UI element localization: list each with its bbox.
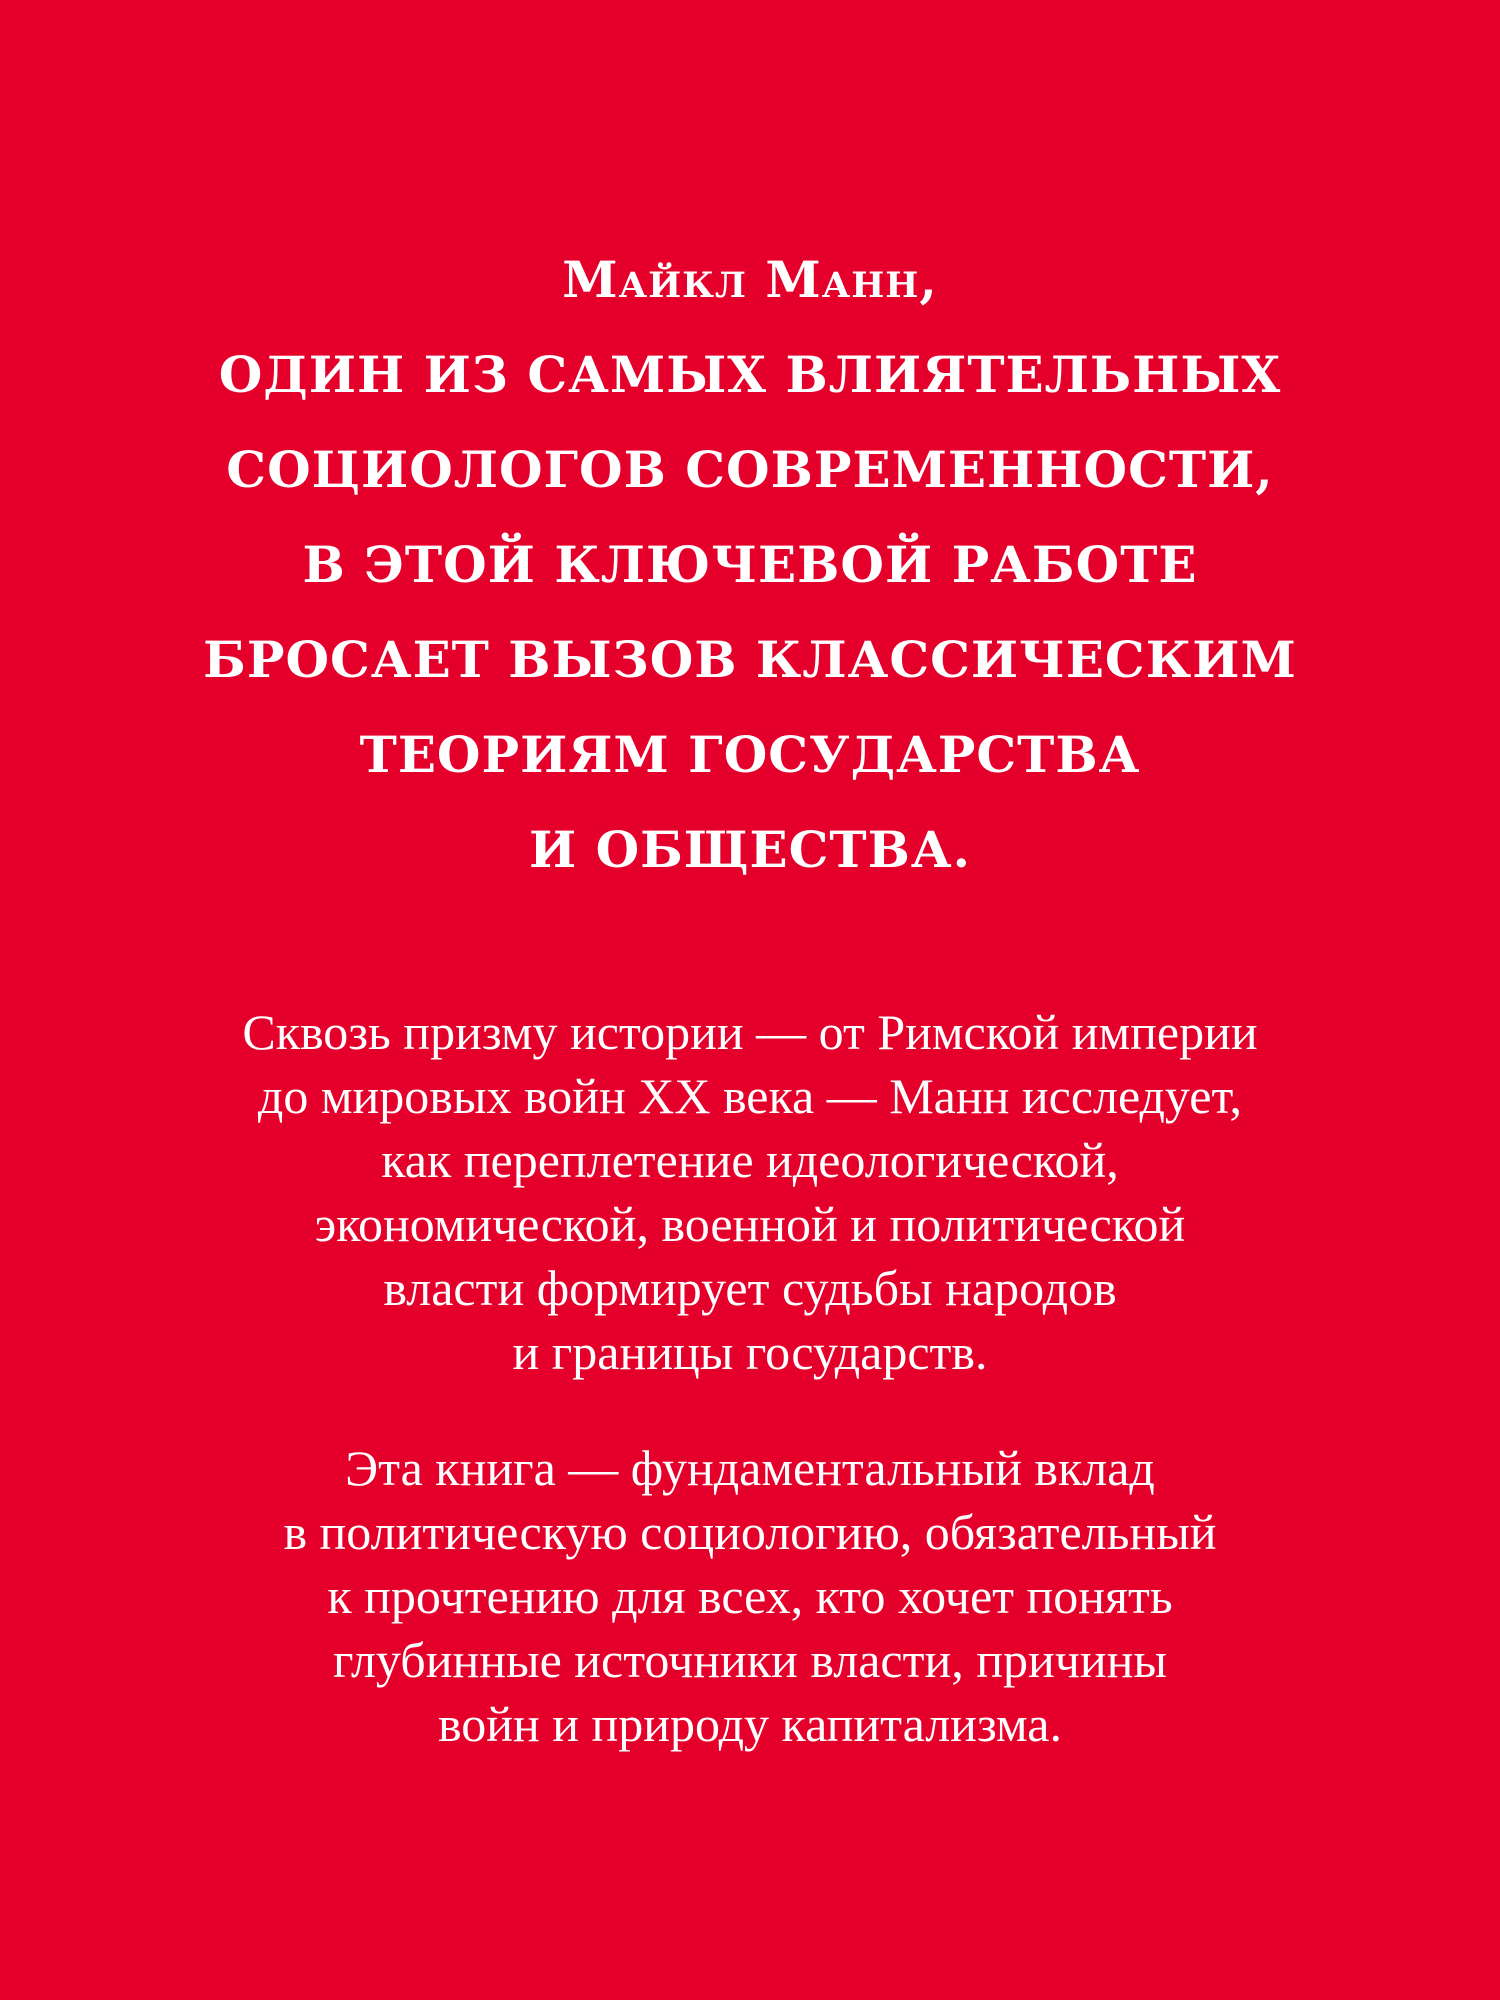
headline-line: И ОБЩЕСТВА. (528, 820, 972, 879)
headline-line: БРОСАЕТ ВЫЗОВ КЛАССИЧЕСКИМ (203, 630, 1297, 689)
paragraph-line: и границы государств. (512, 1324, 988, 1380)
paragraph-line: власти формирует судьбы народов (383, 1260, 1117, 1316)
paragraph-line: войн и природу капитализма. (438, 1696, 1062, 1752)
headline (0, 232, 1500, 897)
headline-line: СОЦИОЛОГОВ СОВРЕМЕННОСТИ, (226, 440, 1274, 499)
paragraph-line: Эта книга — фундаментальный вклад (345, 1440, 1155, 1496)
paragraph-line: Сквозь призму истории — от Римской империи (242, 1004, 1258, 1060)
paragraph-line: в политическую социологию, обязательный (283, 1504, 1217, 1560)
headline-line: ТЕОРИЯМ ГОСУДАРСТВА (359, 725, 1141, 784)
paragraph-line: экономической, военной и политической (314, 1196, 1186, 1252)
paragraph-line: до мировых войн XX века — Манн исследует, (257, 1068, 1243, 1124)
headline-line: В ЭТОЙ КЛЮЧЕВОЙ РАБОТЕ (302, 535, 1198, 594)
paragraph-line: как переплетение идеологической, (381, 1132, 1119, 1188)
paragraph-line: к прочтению для всех, кто хочет понять (327, 1568, 1173, 1624)
description-paragraph-2 (0, 1436, 1500, 1756)
description-paragraph-1 (0, 1000, 1500, 1384)
headline-line: Майкл Манн, (562, 250, 938, 309)
headline-line: ОДИН ИЗ САМЫХ ВЛИЯТЕЛЬНЫХ (218, 345, 1282, 404)
paragraph-line: глубинные источники власти, причины (333, 1632, 1167, 1688)
